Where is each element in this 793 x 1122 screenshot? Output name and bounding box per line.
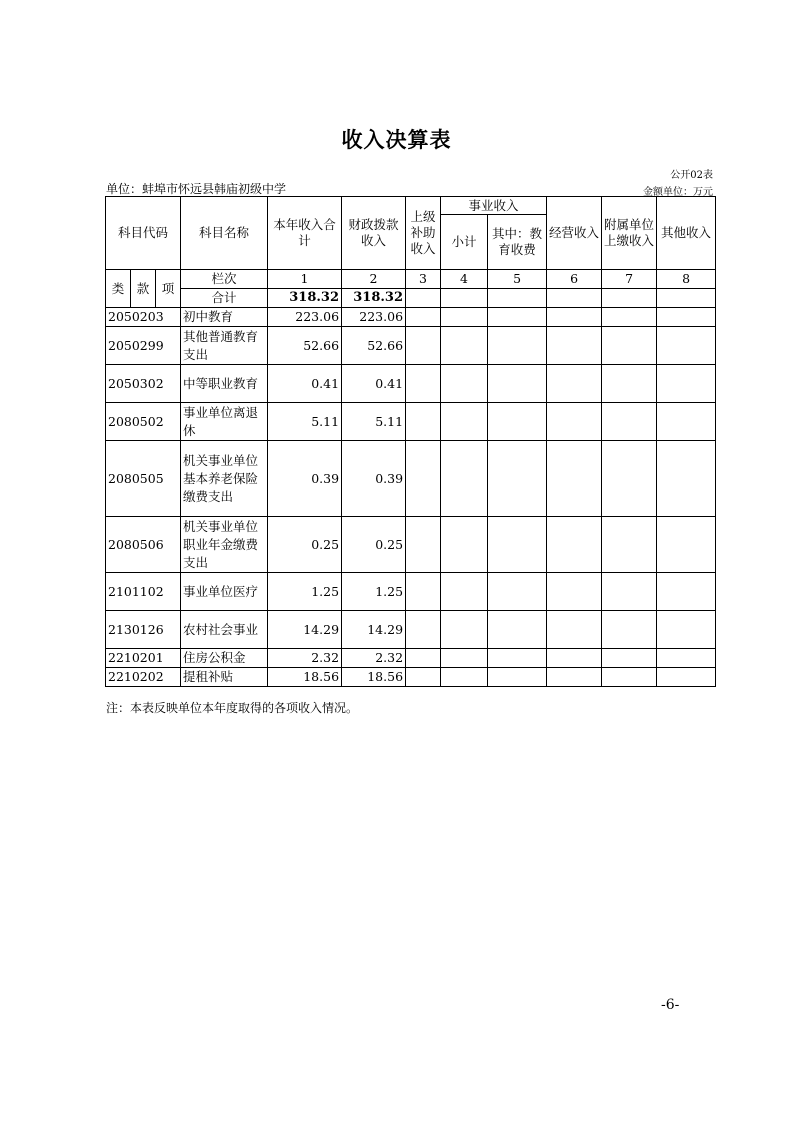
header-xiang: 项 [156, 270, 181, 308]
empty-cell [657, 573, 716, 611]
table-row [106, 365, 716, 403]
header-affiliated: 附属单位上缴收入 [602, 197, 657, 270]
income-table [105, 196, 716, 687]
total-label: 合计 [181, 289, 268, 308]
empty-cell [441, 573, 488, 611]
empty-cell [602, 649, 657, 668]
fiscal-income: 1.25 [342, 573, 406, 611]
income-total: 0.39 [268, 441, 342, 517]
empty-cell [602, 668, 657, 687]
amount-unit: 金额单位：万元 [643, 187, 713, 198]
header-education-fee: 其中：教育收费 [488, 215, 547, 270]
table-note: 注：本表反映单位本年度取得的各项收入情况。 [106, 701, 359, 715]
subject-name: 住房公积金 [181, 649, 268, 668]
empty-cell [547, 327, 602, 365]
subject-code: 2080505 [106, 441, 181, 517]
subject-code: 2210201 [106, 649, 181, 668]
subject-name: 机关事业单位职业年金缴费支出 [181, 517, 268, 573]
empty-cell [406, 308, 441, 327]
table-row [106, 573, 716, 611]
empty-cell [657, 365, 716, 403]
col-num: 2 [342, 270, 406, 289]
income-total: 0.41 [268, 365, 342, 403]
income-total: 18.56 [268, 668, 342, 687]
empty-cell [488, 668, 547, 687]
empty-cell [657, 308, 716, 327]
subject-name: 事业单位医疗 [181, 573, 268, 611]
empty-cell [488, 308, 547, 327]
income-total: 14.29 [268, 611, 342, 649]
empty-cell [602, 403, 657, 441]
header-code: 科目代码 [106, 197, 181, 270]
income-total: 52.66 [268, 327, 342, 365]
empty-cell [488, 517, 547, 573]
empty-cell [547, 668, 602, 687]
empty-cell [441, 649, 488, 668]
table-row [106, 668, 716, 687]
income-total: 2.32 [268, 649, 342, 668]
empty-cell [488, 611, 547, 649]
page-number: -6- [661, 997, 680, 1013]
col-num: 5 [488, 270, 547, 289]
income-total: 5.11 [268, 403, 342, 441]
empty-cell [657, 403, 716, 441]
empty-cell [657, 441, 716, 517]
header-operating: 经营收入 [547, 197, 602, 270]
empty-cell [602, 327, 657, 365]
empty-cell [602, 365, 657, 403]
table-row [106, 441, 716, 517]
empty-cell [488, 573, 547, 611]
empty-cell [488, 441, 547, 517]
empty-cell [547, 649, 602, 668]
empty-cell [406, 573, 441, 611]
subject-code: 2210202 [106, 668, 181, 687]
col-num: 4 [441, 270, 488, 289]
empty-cell [547, 403, 602, 441]
empty-cell [657, 517, 716, 573]
col-num: 8 [657, 270, 716, 289]
total-row [106, 289, 716, 308]
header-lanci: 栏次 [181, 270, 268, 289]
empty-cell [406, 327, 441, 365]
empty-cell [488, 403, 547, 441]
header-subsidy: 上级补助收入 [406, 197, 441, 270]
subject-name: 机关事业单位基本养老保险缴费支出 [181, 441, 268, 517]
header-total: 本年收入合计 [268, 197, 342, 270]
income-total: 223.06 [268, 308, 342, 327]
subject-code: 2080502 [106, 403, 181, 441]
empty-cell [441, 668, 488, 687]
table-row [106, 649, 716, 668]
subject-name: 其他普通教育支出 [181, 327, 268, 365]
subject-name: 农村社会事业 [181, 611, 268, 649]
income-total: 0.25 [268, 517, 342, 573]
empty-cell [602, 308, 657, 327]
empty-cell [441, 365, 488, 403]
fiscal-income: 0.25 [342, 517, 406, 573]
col-num: 3 [406, 270, 441, 289]
table-row [106, 403, 716, 441]
header-business-income: 事业收入 [441, 197, 547, 215]
header-kuan: 款 [131, 270, 156, 308]
col-num: 1 [268, 270, 342, 289]
subject-code: 2130126 [106, 611, 181, 649]
total-fiscal: 318.32 [342, 289, 406, 308]
empty-cell [602, 573, 657, 611]
empty-cell [441, 327, 488, 365]
total-income: 318.32 [268, 289, 342, 308]
empty-cell [657, 611, 716, 649]
empty-cell [406, 441, 441, 517]
empty-cell [406, 611, 441, 649]
empty-cell [547, 611, 602, 649]
fiscal-income: 14.29 [342, 611, 406, 649]
fiscal-income: 52.66 [342, 327, 406, 365]
subject-code: 2101102 [106, 573, 181, 611]
empty-cell [441, 517, 488, 573]
empty-cell [406, 403, 441, 441]
empty-cell [406, 649, 441, 668]
subject-code: 2080506 [106, 517, 181, 573]
reporting-unit: 单位：蚌埠市怀远县韩庙初级中学 [106, 182, 287, 196]
subject-code: 2050299 [106, 327, 181, 365]
empty-cell [488, 649, 547, 668]
empty-cell [441, 441, 488, 517]
table-row [106, 327, 716, 365]
fiscal-income: 5.11 [342, 403, 406, 441]
fiscal-income: 18.56 [342, 668, 406, 687]
empty-cell [547, 517, 602, 573]
subject-name: 中等职业教育 [181, 365, 268, 403]
empty-cell [547, 365, 602, 403]
table-row [106, 308, 716, 327]
empty-cell [406, 365, 441, 403]
empty-cell [441, 403, 488, 441]
empty-cell [657, 668, 716, 687]
header-other: 其他收入 [657, 197, 716, 270]
empty-cell [602, 441, 657, 517]
header-fiscal: 财政拨款收入 [342, 197, 406, 270]
empty-cell [406, 517, 441, 573]
header-subtotal: 小计 [441, 215, 488, 270]
fiscal-income: 223.06 [342, 308, 406, 327]
form-number: 公开02表 [670, 170, 713, 181]
empty-cell [547, 441, 602, 517]
fiscal-income: 2.32 [342, 649, 406, 668]
subject-code: 2050203 [106, 308, 181, 327]
col-num: 7 [602, 270, 657, 289]
empty-cell [441, 308, 488, 327]
page-title: 收入决算表 [341, 127, 452, 152]
subject-name: 事业单位离退休 [181, 403, 268, 441]
empty-cell [441, 611, 488, 649]
col-num: 6 [547, 270, 602, 289]
empty-cell [547, 308, 602, 327]
subject-code: 2050302 [106, 365, 181, 403]
empty-cell [602, 611, 657, 649]
empty-cell [657, 327, 716, 365]
income-total: 1.25 [268, 573, 342, 611]
fiscal-income: 0.39 [342, 441, 406, 517]
subject-name: 初中教育 [181, 308, 268, 327]
empty-cell [488, 365, 547, 403]
empty-cell [406, 668, 441, 687]
empty-cell [657, 649, 716, 668]
table-row [106, 611, 716, 649]
empty-cell [488, 327, 547, 365]
fiscal-income: 0.41 [342, 365, 406, 403]
empty-cell [602, 517, 657, 573]
table-row [106, 517, 716, 573]
header-lei: 类 [106, 270, 131, 308]
subject-name: 提租补贴 [181, 668, 268, 687]
empty-cell [547, 573, 602, 611]
header-name: 科目名称 [181, 197, 268, 270]
